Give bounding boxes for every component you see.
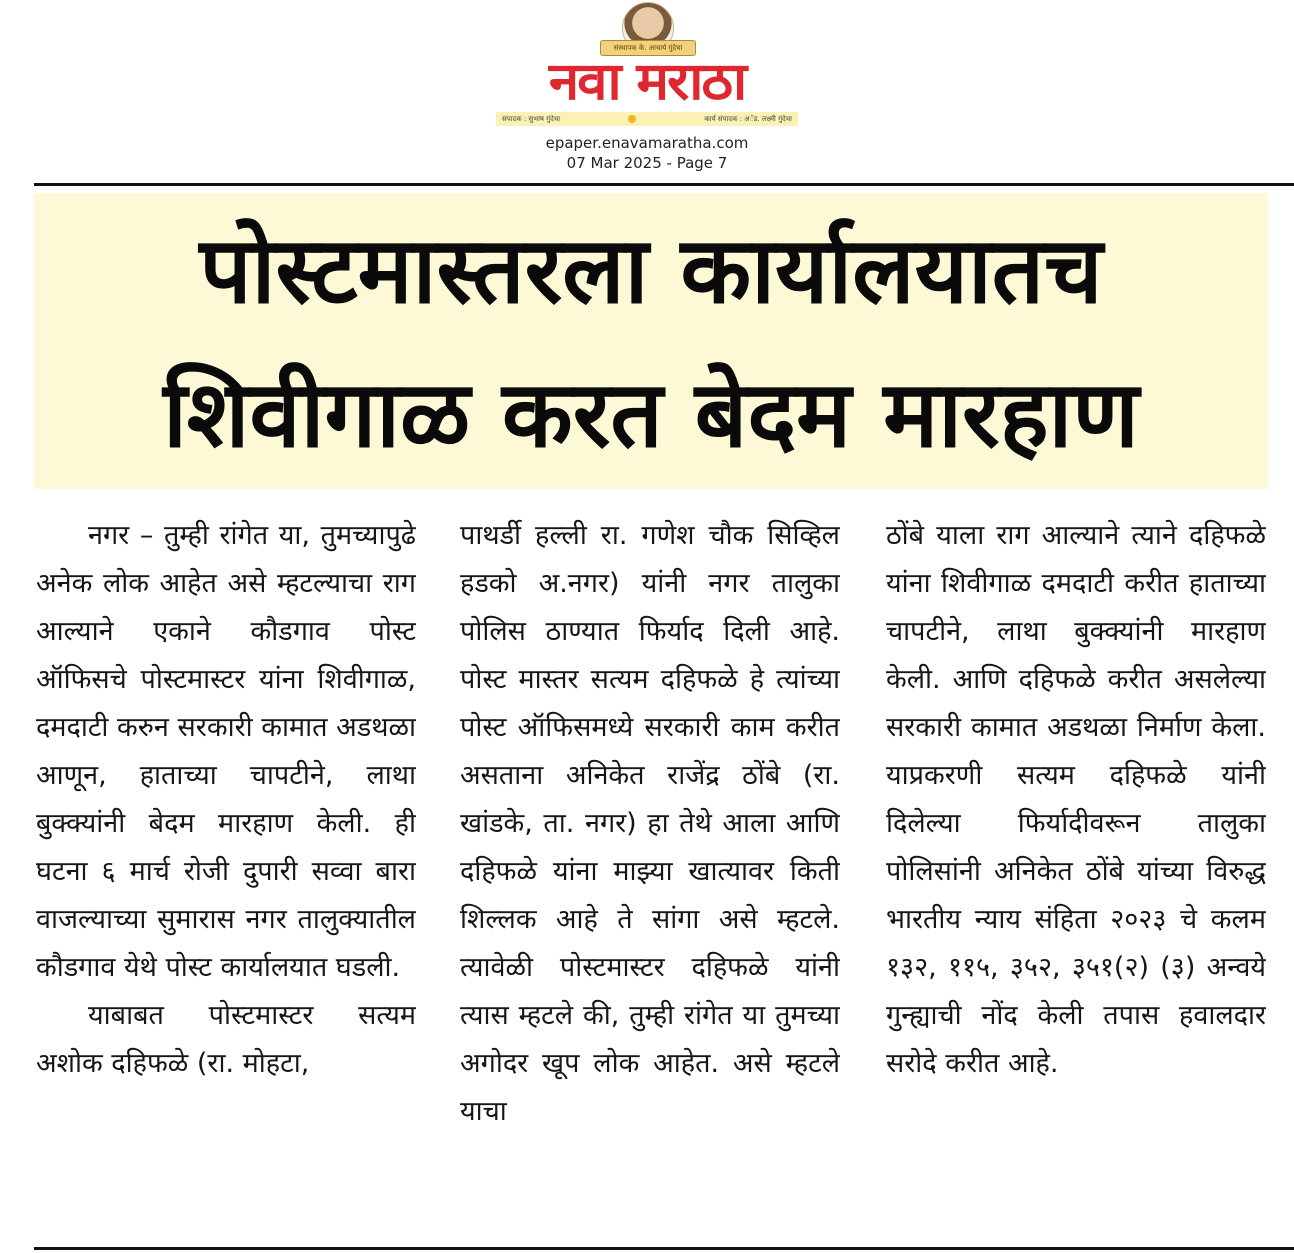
headline-line-1: पोस्टमास्तरला कार्यालयातच — [199, 217, 1103, 324]
top-rule — [34, 183, 1294, 186]
article-column-1 — [36, 512, 416, 1232]
article-column-3 — [886, 512, 1266, 1232]
paragraph: नगर – तुम्ही रांगेत या, तुमच्यापुढे अनेक लोक आहेत असे म्हटल्याचा राग आल्याने एकाने कौडगाव पोस्ट ऑफिसचे पोस्टमास्टर यांना शिवीगाळ, दमदाटी करुन सरकारी कामात अडथळा आणून, हाताच्या चापटीने, लाथा बुक्क्यांनी बेदम मारहाण केली. ही घटना ६ मार्च रोजी दुपारी सव्वा बारा वाजल्याच्या सुमारास नगर तालुक्यातील कौडगाव येथे पोस्ट कार्यालयात घडली. — [36, 520, 416, 983]
masthead — [0, 0, 1294, 180]
date-page-label: 07 Mar 2025 - Page 7 — [566, 154, 728, 172]
bottom-rule — [34, 1247, 1294, 1250]
paragraph: याबाबत पोस्टमास्टर सत्यम अशोक दहिफळे (रा. मोहटा, — [36, 1000, 416, 1079]
editor-left: संपादक : सुभाष गुंदेचा — [502, 115, 561, 123]
editor-right: कार्य संपादक : अॅड. लक्ष्मी गुंदेचा — [704, 115, 792, 123]
website-url[interactable]: epaper.enavamaratha.com — [545, 134, 749, 152]
article-column-2 — [460, 512, 840, 1232]
founder-ribbon: संस्थापक के. आचार्य गुंदेचा — [600, 40, 696, 56]
headline-line-2: शिवीगाळ करत बेदम मारहाण — [163, 361, 1139, 468]
paragraph: पाथर्डी हल्ली रा. गणेश चौक सिव्हिल हडको अ.नगर) यांनी नगर तालुका पोलिस ठाण्यात फिर्याद दिली आहे. पोस्ट मास्तर सत्यम दहिफळे हे त्यांच्या पोस्ट ऑफिसमध्ये सरकारी काम करीत असताना अनिकेत राजेंद्र ठोंबे (रा. खांडके, ता. नगर) हा तेथे आला आणि दहिफळे यांना माझ्या खात्यावर किती शिल्लक आहे ते सांगा असे म्हटले. त्यावेळी पोस्टमास्टर दहिफळे यांनी त्यास म्हटले की, तुम्ही रांगेत या तुमच्या अगोदर खूप लोक आहेत. असे म्हटले याचा — [460, 520, 840, 1127]
editor-strip — [496, 112, 798, 126]
paragraph: ठोंबे याला राग आल्याने त्याने दहिफळे यांना शिवीगाळ दमदाटी करीत हाताच्या चापटीने, लाथा बुक्क्यांनी मारहाण केली. आणि दहिफळे करीत असलेल्या सरकारी कामात अडथळा निर्माण केला. याप्रकरणी सत्यम दहिफळे यांनी दिलेल्या फिर्यादीवरून तालुका पोलिसांनी अनिकेत ठोंबे यांच्या विरुद्ध भारतीय न्याय संहिता २०२३ चे कलम १३२, ११५, ३५२, ३५१(२) (३) अन्वये गुन्ह्याची नोंद केली तपास हवालदार सरोदे करीत आहे. — [886, 520, 1266, 1079]
newspaper-logo: नवा मराठा — [548, 52, 746, 112]
sun-icon — [628, 115, 636, 123]
headline-box — [34, 193, 1268, 489]
